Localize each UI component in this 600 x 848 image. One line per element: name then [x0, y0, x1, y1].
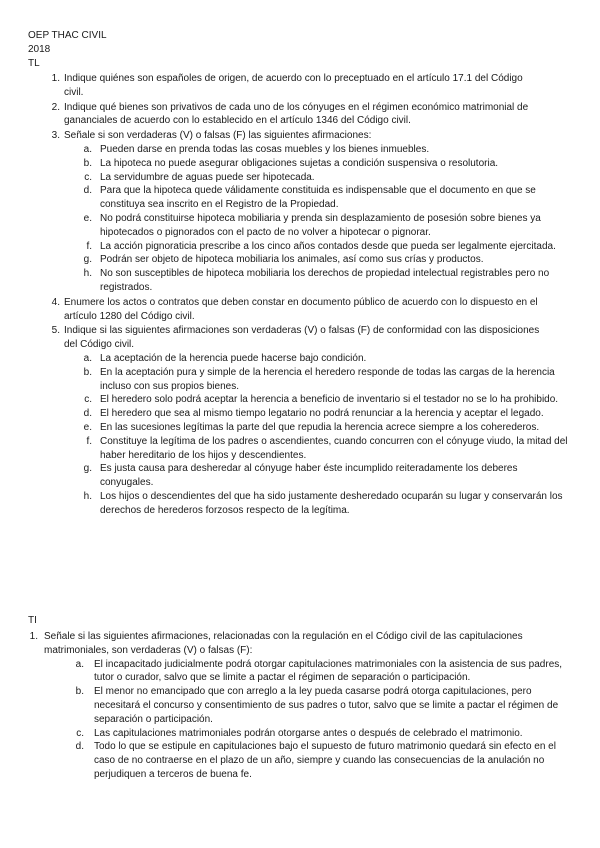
list-item: [0, 366, 600, 394]
item-letter: a.: [83, 143, 92, 155]
list-item: [0, 421, 600, 435]
item-letter: c.: [76, 727, 84, 739]
section-ti: [0, 630, 600, 782]
list-item: [0, 727, 600, 741]
list-item: [0, 685, 600, 726]
item-letter: b.: [75, 686, 84, 698]
list-item: [0, 407, 600, 421]
item-letter: a.: [75, 658, 84, 670]
item-letter: b.: [83, 157, 92, 169]
section-label-tl: TL: [28, 58, 40, 69]
question-number: 1.: [29, 631, 38, 642]
item-letter: d.: [83, 185, 92, 197]
item-text: La servidumbre de aguas puede ser hipotecada.: [100, 171, 315, 183]
question-number: 5.: [51, 325, 60, 337]
list-item: [0, 740, 600, 781]
item-text: La aceptación de la herencia puede hacerse bajo condición.: [100, 352, 367, 364]
item-letter: a.: [83, 352, 92, 364]
item-text: No son susceptibles de hipoteca mobiliaria los derechos de propiedad intelectual registrables pero no registrados.: [100, 268, 550, 293]
list-item: [0, 212, 600, 240]
item-letter: d.: [75, 741, 84, 753]
list-item: [0, 490, 600, 518]
question-1: [0, 630, 600, 658]
item-letter: b.: [83, 366, 92, 378]
item-letter: g.: [83, 254, 92, 266]
list-item: [0, 143, 600, 157]
question-text: Indique qué bienes son privativos de cada uno de los cónyuges en el régimen económico matrimonial de gananciales de acuerdo con lo establecido en el artículo 1346 del Código civil.: [64, 101, 529, 127]
list-item: [0, 352, 600, 366]
item-text: Constituye la legítima de los padres o ascendientes, cuando concurren con el cónyuge viudo, la mitad del haber hereditario de los hijos y descendientes.: [100, 435, 568, 461]
document-year: 2018: [28, 44, 51, 55]
question-text: Indique si las siguientes afirmaciones son verdaderas (V) o falsas (F) de conformidad con las disposiciones del Código civil.: [64, 325, 540, 351]
item-letter: h.: [83, 268, 92, 280]
item-text: En la aceptación pura y simple de la herencia el heredero responde de todas las cargas de la herencia incluso con sus propios bienes.: [100, 366, 555, 392]
item-text: Los hijos o descendientes del que ha sido justamente desheredado ocuparán su lugar y conservarán los derechos de herederos forzosos respecto de la legítima.: [100, 490, 563, 516]
item-text: No podrá constituirse hipoteca mobiliaria y prenda sin desplazamiento de posesión sobre bienes ya hipotecados o pignorados con el pacto de no volver a hipotecar o pignorar.: [100, 212, 541, 238]
item-letter: e.: [83, 421, 92, 433]
list-item: [0, 157, 600, 171]
question-text: Enumere los actos o contratos que deben constar en documento público de acuerdo con lo dispuesto en el artículo 1280 del Código civil.: [64, 296, 538, 322]
item-letter: c.: [84, 171, 92, 183]
question-1: [0, 72, 600, 100]
question-text: Señale si las siguientes afirmaciones, relacionadas con la regulación en el Código civil de las capitulaciones matrimoniales, son verdaderas (V) o falsas (F):: [44, 631, 523, 656]
question-4: [0, 296, 600, 324]
section-label-ti: TI: [28, 615, 37, 626]
question-3: [0, 129, 600, 143]
item-text: Todo lo que se estipule en capitulaciones bajo el supuesto de futuro matrimonio quedará sin efecto en el caso de no contraerse en el plazo de un año, siempre y cuando las consecuencias de la anulación no perjudiquen a terceros de buena fe.: [94, 741, 556, 780]
question-5: [0, 324, 600, 352]
item-text: El menor no emancipado que con arreglo a la ley pueda casarse podrá otorga capitulaciones, pero necesitará el concurso y consentimiento de sus padres o tutor, salvo que se limite a pactar el régimen de separación o participación.: [94, 686, 559, 725]
item-text: El heredero que sea al mismo tiempo legatario no podrá renunciar a la herencia y aceptar el legado.: [100, 408, 544, 420]
item-text: La acción pignoraticia prescribe a los cinco años contados desde que pueda ser legalmente ejercitada.: [100, 240, 556, 252]
list-item: [0, 171, 600, 185]
item-text: La hipoteca no puede asegurar obligaciones sujetas a condición suspensiva o resolutoria.: [100, 157, 499, 169]
item-text: Para que la hipoteca quede válidamente constituida es indispensable que el documento en que se constituya sea inscrito en el Registro de la Propiedad.: [100, 185, 536, 211]
question-text: Señale si son verdaderas (V) o falsas (F) las siguientes afirmaciones:: [64, 130, 372, 142]
section-tl: [0, 72, 600, 518]
list-item: [0, 184, 600, 212]
item-text: Las capitulaciones matrimoniales podrán otorgarse antes o después de celebrado el matrimonio.: [94, 727, 523, 739]
question-number: 2.: [51, 101, 60, 113]
question-number: 4.: [51, 296, 60, 308]
item-letter: g.: [83, 463, 92, 475]
list-item: [0, 240, 600, 254]
question-2: [0, 101, 600, 129]
item-letter: h.: [83, 490, 92, 502]
item-text: En las sucesiones legítimas la parte del que repudia la herencia acrece siempre a los coherederos.: [100, 421, 540, 433]
item-letter: d.: [83, 408, 92, 420]
list-item: [0, 435, 600, 463]
list-item: [0, 658, 600, 686]
item-letter: e.: [83, 212, 92, 224]
list-item: [0, 267, 600, 295]
item-text: El heredero solo podrá aceptar la herencia a beneficio de inventario si el testador no se lo ha prohibido.: [100, 394, 559, 406]
document-title: OEP THAC CIVIL: [28, 30, 107, 41]
question-number: 3.: [51, 130, 60, 142]
item-letter: c.: [84, 394, 92, 406]
item-text: El incapacitado judicialmente podrá otorgar capitulaciones matrimoniales con la asistencia de sus padres, tutor o curador, salvo que se limite a pactar el régimen de separación o participación.: [94, 658, 563, 684]
item-letter: f.: [86, 435, 92, 447]
list-item: [0, 462, 600, 490]
item-text: Podrán ser objeto de hipoteca mobiliaria los animales, así como sus crías y productos.: [100, 254, 484, 266]
item-text: Es justa causa para desheredar al cónyuge haber éste incumplido reiteradamente los deberes conyugales.: [100, 463, 518, 489]
list-item: [0, 253, 600, 267]
list-item: [0, 393, 600, 407]
question-number: 1.: [51, 73, 60, 84]
question-text: Indique quiénes son españoles de origen, de acuerdo con lo preceptuado en el artículo 17.1 del Código civil.: [64, 73, 523, 98]
item-text: Pueden darse en prenda todas las cosas muebles y los bienes inmuebles.: [100, 143, 430, 155]
item-letter: f.: [86, 240, 92, 252]
